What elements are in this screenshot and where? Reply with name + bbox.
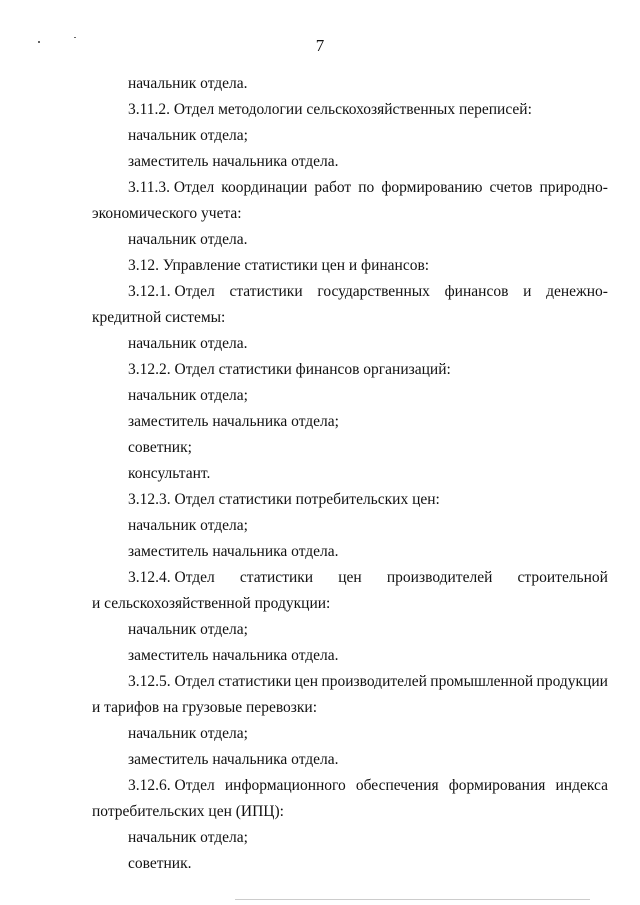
text-line: консультант. [128, 465, 211, 482]
text-line: заместитель начальника отдела. [128, 751, 339, 768]
text-line: заместитель начальника отдела. [128, 153, 339, 170]
section-heading: 3.12.3. Отдел статистики потребительских цен: [128, 491, 440, 508]
text-line: заместитель начальника отдела; [128, 413, 339, 430]
word: цен [338, 569, 362, 586]
text-line: начальник отдела. [128, 75, 248, 92]
word: работ [314, 179, 352, 196]
word: 3.12.4. Отдел [128, 569, 215, 586]
section-heading-continued: потребительских цен (ИПЦ): [92, 803, 284, 820]
section-heading-justified [0, 669, 608, 695]
word: информационного [224, 777, 346, 794]
text-line: начальник отдела; [128, 621, 248, 638]
word: природно- [539, 179, 608, 196]
text-line: начальник отдела; [128, 725, 248, 742]
text-line: начальник отдела; [128, 517, 248, 534]
word: промышленной [430, 673, 534, 690]
word: 3.12.1. Отдел [128, 283, 215, 300]
word: и [523, 283, 532, 300]
word: 3.12.5. Отдел [128, 673, 215, 690]
word: производителей [386, 569, 493, 586]
section-heading: 3.12. Управление статистики цен и финансов: [128, 257, 430, 274]
word: строительной [517, 569, 608, 586]
word: индекса [555, 777, 608, 794]
text-line: советник. [128, 855, 192, 872]
word: по [358, 179, 375, 196]
section-heading: 3.12.2. Отдел статистики финансов организаций: [128, 361, 451, 378]
section-heading-justified [0, 565, 608, 591]
text-line: начальник отдела. [128, 231, 248, 248]
section-heading-justified [0, 279, 608, 305]
section-heading-continued: и тарифов на грузовые перевозки: [92, 699, 318, 716]
word: государственных [317, 283, 430, 300]
word: продукции [536, 673, 608, 690]
page-number: 7 [315, 36, 325, 55]
text-line: начальник отдела; [128, 387, 248, 404]
word: 3.12.6. Отдел [128, 777, 215, 794]
word: денежно- [546, 283, 608, 300]
word: формированию [381, 179, 483, 196]
section-heading-justified [0, 175, 608, 201]
section-heading-continued: кредитной системы: [92, 309, 226, 326]
text-line: начальник отдела; [128, 829, 248, 846]
text-line: заместитель начальника отдела. [128, 543, 339, 560]
word: финансов [444, 283, 509, 300]
word: 3.11.3. Отдел [128, 179, 215, 196]
text-line: советник; [128, 439, 192, 456]
word: производителей [321, 673, 427, 690]
section-heading: 3.11.2. Отдел методологии сельскохозяйственных переписей: [128, 101, 532, 118]
word: счетов [489, 179, 533, 196]
section-heading-continued: и сельскохозяйственной продукции: [92, 595, 331, 612]
word: цен [294, 673, 319, 690]
word: обеспечения [355, 777, 439, 794]
word: статистики [239, 569, 314, 586]
section-heading-justified [0, 773, 608, 799]
section-heading-continued: экономического учета: [92, 205, 242, 222]
word: статистики [229, 283, 303, 300]
word: статистики [218, 673, 292, 690]
text-line: заместитель начальника отдела. [128, 647, 339, 664]
word: формирования [448, 777, 546, 794]
scan-edge-line [235, 899, 590, 900]
text-line: начальник отдела; [128, 127, 248, 144]
word: координации [221, 179, 308, 196]
document-body [0, 71, 640, 877]
text-line: начальник отдела. [128, 335, 248, 352]
